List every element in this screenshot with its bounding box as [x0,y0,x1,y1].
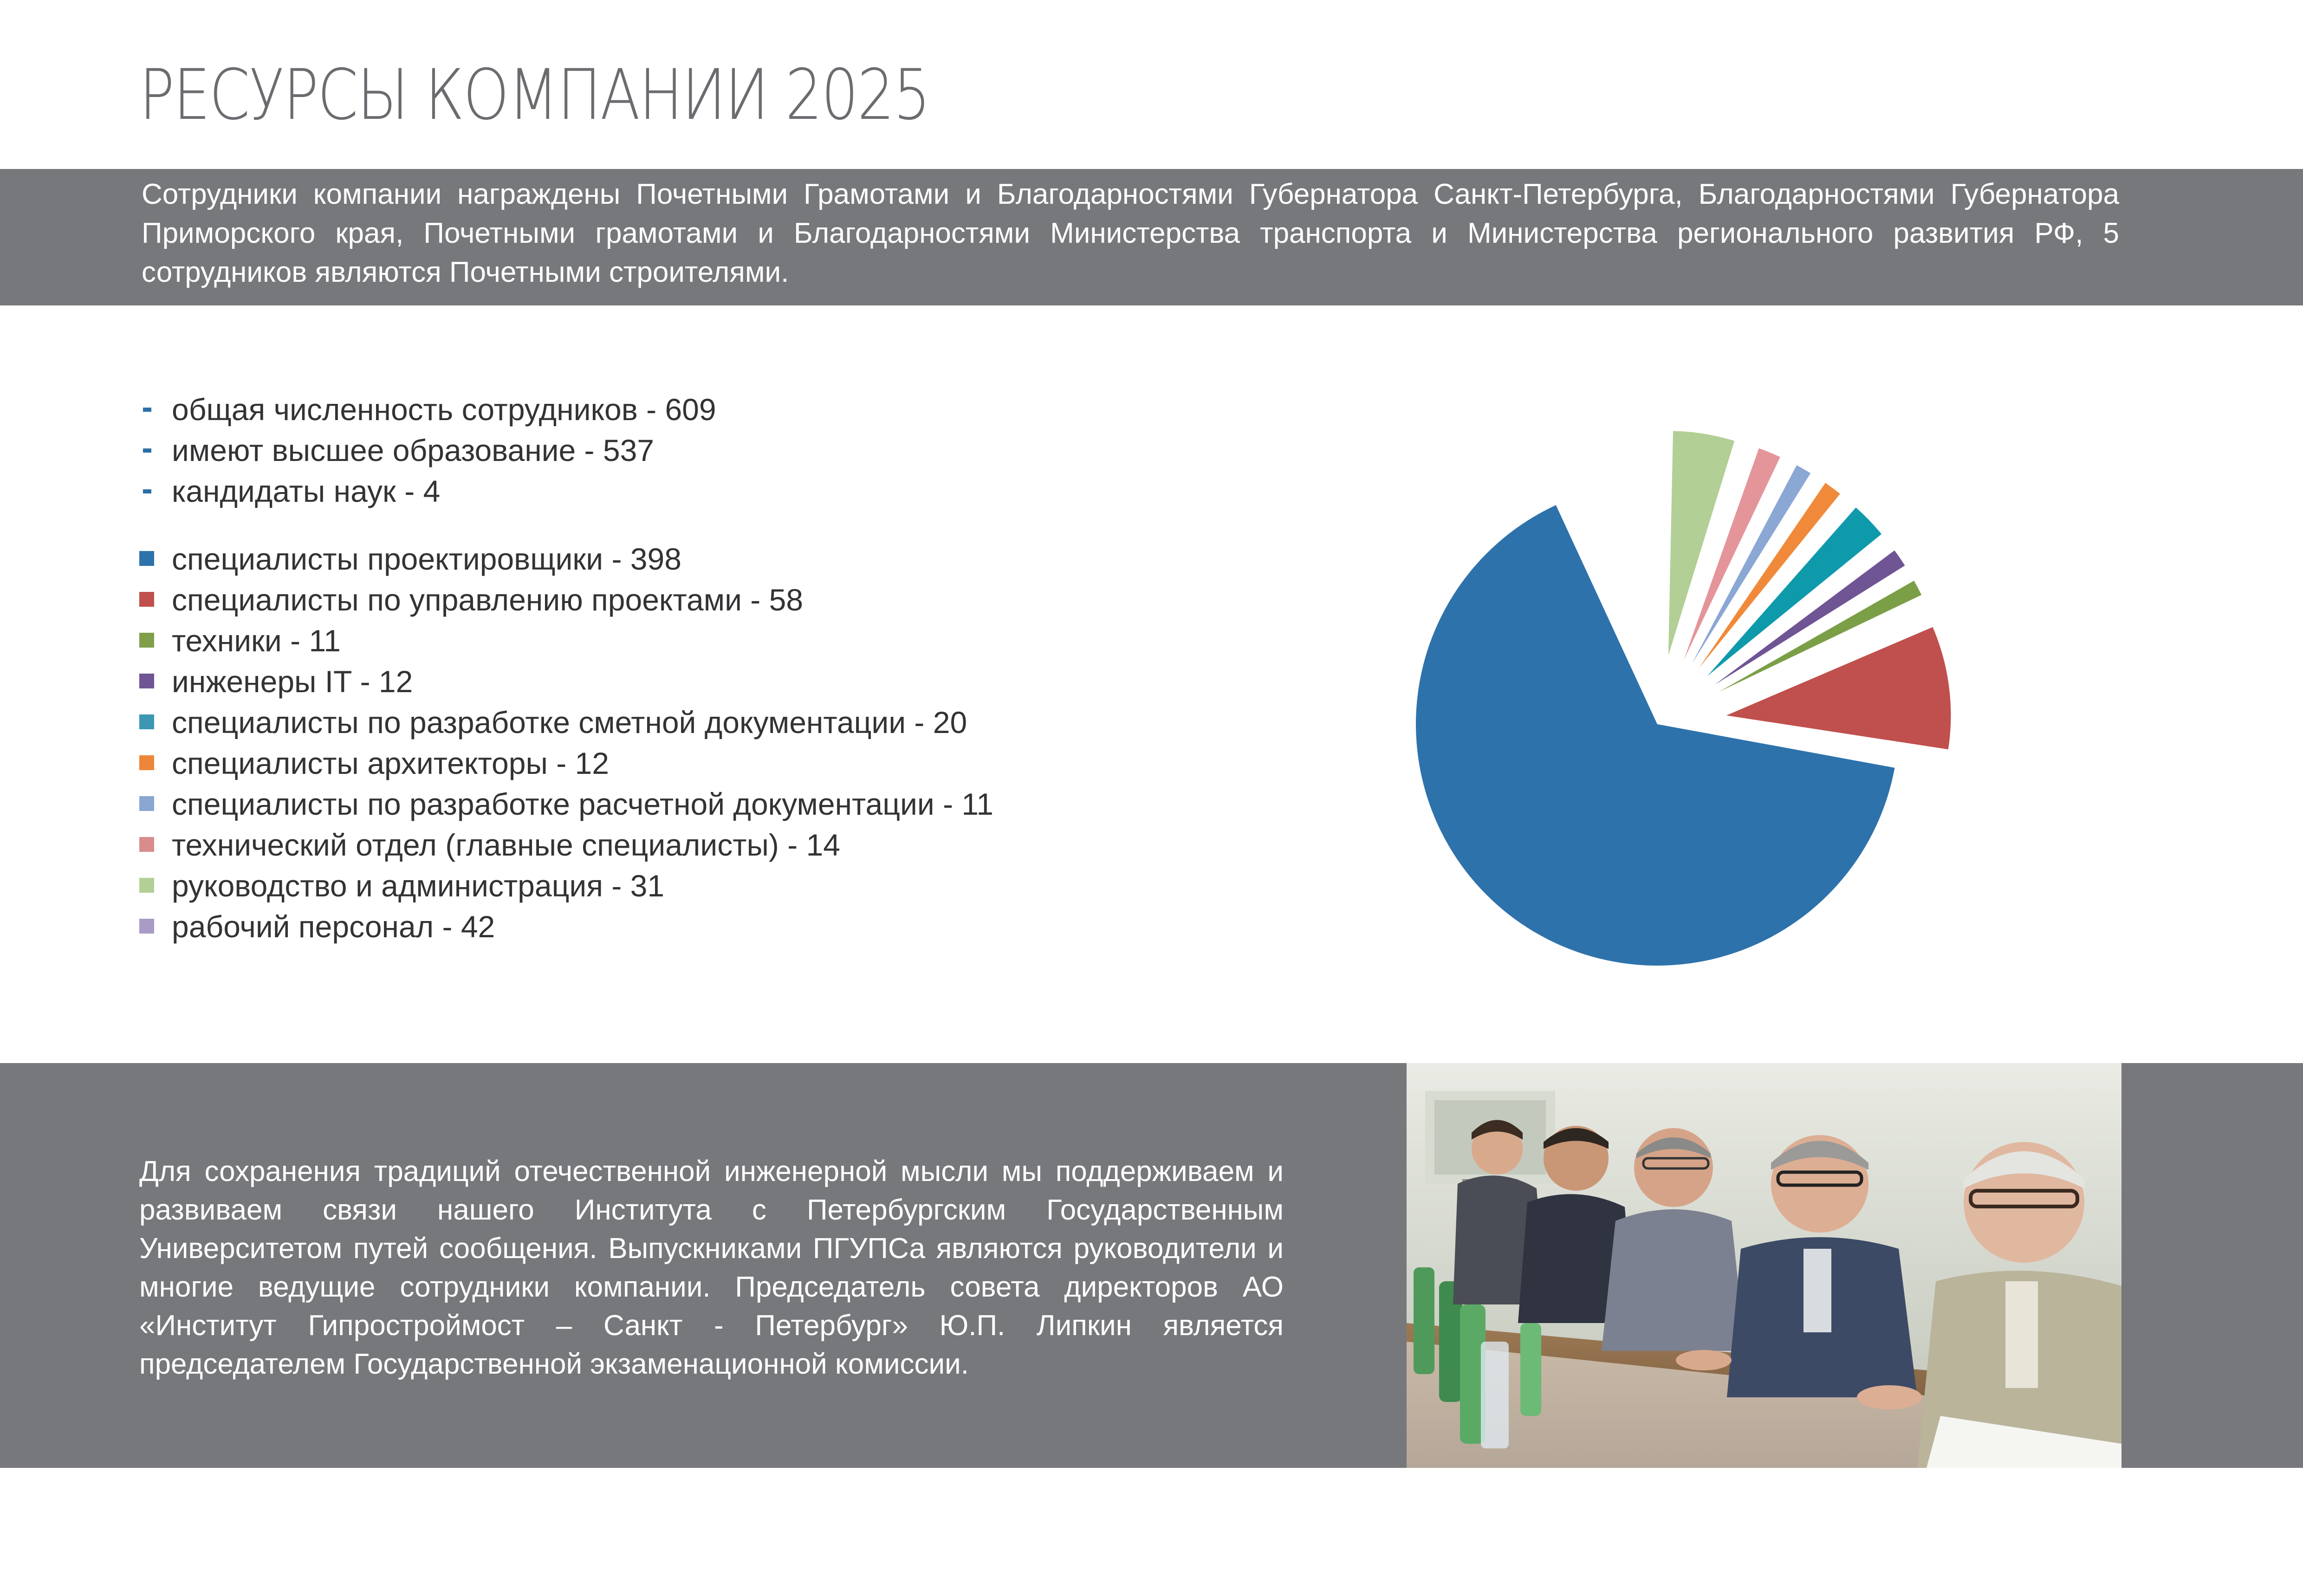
bottom-text: Для сохранения традиций отечественной инженерной мысли мы поддерживаем и развиваем связи нашего Института с Петербургским Государственным Университетом путей сообщения. Выпускниками ПГУПСа являются руководители и многие ведущие сотрудники компании. Председатель совета директоров АО «Институт Гипростроймост – Санкт - Петербург» Ю.П. Липкин является председателем Государственной экзаменационной комиссии. [139,1155,1284,1380]
stat-label: общая численность сотрудников - 609 [172,392,716,427]
dash-bullet-icon [143,408,151,412]
legend-swatch [139,796,154,811]
legend-item [139,824,993,865]
meeting-photo-illustration [1407,1063,2121,1468]
legend-item [139,579,993,620]
legend-item [139,702,993,743]
legend-label: руководство и администрация - 31 [172,869,665,903]
legend-item [139,661,993,702]
legend-swatch [139,551,154,566]
legend-item [139,906,993,947]
legend-swatch [139,714,154,729]
stat-label: имеют высшее образование - 537 [172,433,654,467]
legend-swatch [139,633,154,648]
legend-swatch [139,592,154,607]
dash-bullet-icon [143,489,151,493]
legend-label: специалисты по разработке расчетной документации - 11 [172,787,993,821]
pie-slice [1726,627,1951,750]
legend-item [139,865,993,906]
legend-label: рабочий персонал - 42 [172,909,495,944]
legend-label: специалисты по разработке сметной документации - 20 [172,705,967,740]
legend-label: специалисты по управлению проектами - 58 [172,583,804,617]
legend-item [139,784,993,824]
chart-legend [139,538,993,947]
legend-swatch [139,674,154,688]
legend-swatch [139,878,154,893]
legend-label: инженеры IT - 12 [172,664,413,699]
stat-label: кандидаты наук - 4 [172,474,441,508]
legend-swatch [139,919,154,934]
legend-swatch [139,755,154,770]
legend-label: специалисты архитекторы - 12 [172,746,609,780]
legend-label: техники - 11 [172,623,341,658]
page-title: РЕСУРСЫ КОМПАНИИ 2025 [139,55,930,136]
meeting-photo [1407,1063,2121,1468]
legend-swatch [139,837,154,852]
stats-list [139,389,716,512]
stat-phd-candidates [139,471,716,512]
dash-bullet-icon [143,448,151,453]
stat-higher-education [139,430,716,471]
intro-text: Сотрудники компании награждены Почетными Грамотами и Благодарностями Губернатора Санкт-Петербурга, Благодарностями Губернатора Приморского края, Почетными грамотами и Благодарностями Министерства транспорта и Министерства регионального развития РФ, 5 сотрудников являются Почетными строителями. [142,178,2119,288]
legend-item [139,538,993,579]
staff-pie-chart [1369,362,2066,993]
legend-label: специалисты проектировщики - 398 [172,542,681,576]
stat-total-employees [139,389,716,430]
legend-item [139,743,993,784]
legend-label: технический отдел (главные специалисты) - 14 [172,828,840,862]
legend-item [139,620,993,661]
